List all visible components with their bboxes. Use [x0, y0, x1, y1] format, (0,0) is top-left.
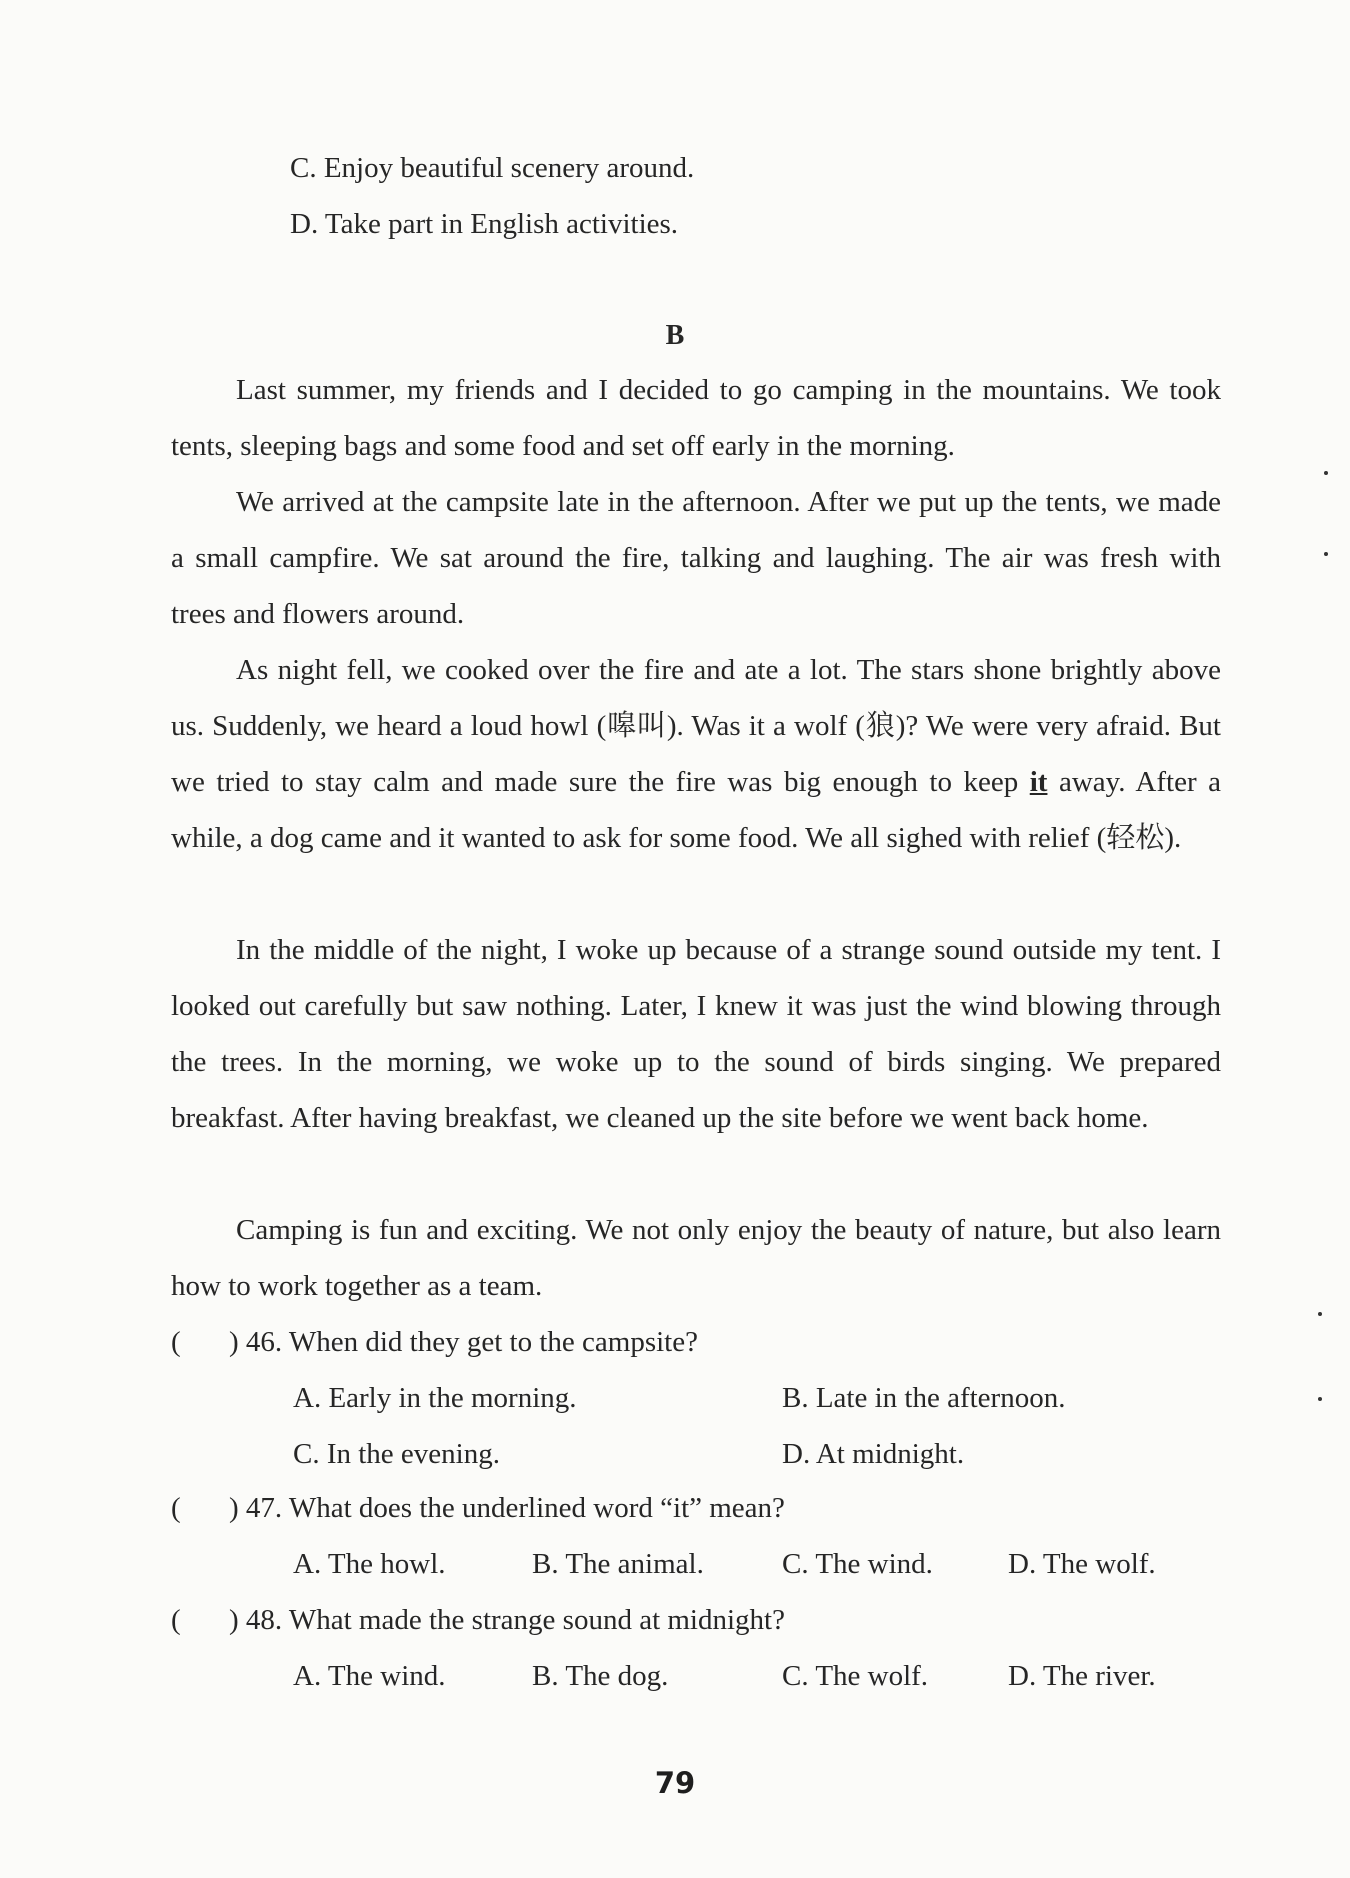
previous-option-d: D. Take part in English activities. [290, 208, 679, 240]
page-number: 79 [654, 1766, 696, 1800]
question-48 [171, 1600, 785, 1640]
q48-option-c: C. The wolf. [782, 1660, 929, 1692]
q46-option-c: C. In the evening. [293, 1438, 500, 1470]
answer-bracket[interactable]: ( [171, 1326, 181, 1358]
q47-option-d: D. The wolf. [1008, 1548, 1156, 1580]
paragraph-3-part-1: As night fell, we cooked over the fire and ate a lot. The stars shone brightly above us. Suddenly, we heard a loud howl (嗥叫). Was it a wolf (狼)? We were very afraid. But we tried to stay calm and made sure the fire was big enough to keep [171, 654, 1221, 798]
scan-speck [1318, 1397, 1322, 1401]
underlined-word-it: it [1029, 766, 1048, 798]
previous-option-c: C. Enjoy beautiful scenery around. [290, 152, 695, 184]
answer-bracket[interactable]: ( [171, 1604, 181, 1636]
q46-option-d: D. At midnight. [782, 1438, 965, 1470]
q47-option-b: B. The animal. [532, 1548, 704, 1580]
q48-option-b: B. The dog. [532, 1660, 669, 1692]
passage-paragraph-3 [171, 642, 1221, 866]
question-47 [171, 1488, 785, 1528]
q46-option-a: A. Early in the morning. [293, 1382, 577, 1414]
passage-paragraph-1: Last summer, my friends and I decided to go camping in the mountains. We took tents, sleeping bags and some food and set off early in the morning. [171, 374, 1221, 462]
q48-option-d: D. The river. [1008, 1660, 1156, 1692]
q46-option-b: B. Late in the afternoon. [782, 1382, 1066, 1414]
question-stem: ) 46. When did they get to the campsite? [229, 1326, 698, 1358]
answer-bracket[interactable]: ( [171, 1492, 181, 1524]
q47-option-a: A. The howl. [293, 1548, 446, 1580]
q48-option-a: A. The wind. [293, 1660, 446, 1692]
question-46 [171, 1322, 698, 1362]
passage-paragraph-5: Camping is fun and exciting. We not only enjoy the beauty of nature, but also learn how to work together as a team. [171, 1214, 1221, 1302]
passage-paragraph-4: In the middle of the night, I woke up because of a strange sound outside my tent. I looked out carefully but saw nothing. Later, I knew it was just the wind blowing through the trees. In the morning, we woke up to the sound of birds singing. We prepared breakfast. After having breakfast, we cleaned up the site before we went back home. [171, 934, 1221, 1134]
scan-speck [1324, 471, 1328, 475]
passage-paragraph-2: We arrived at the campsite late in the afternoon. After we put up the tents, we made a small campfire. We sat around the fire, talking and laughing. The air was fresh with trees and flowers around. [171, 486, 1221, 630]
scan-speck [1324, 552, 1328, 556]
q47-option-c: C. The wind. [782, 1548, 933, 1580]
question-stem: ) 47. What does the underlined word “it” mean? [229, 1492, 785, 1524]
section-title: B [665, 320, 685, 351]
scan-speck [1318, 1312, 1322, 1316]
question-stem: ) 48. What made the strange sound at midnight? [229, 1604, 785, 1636]
paragraph-3-part-2: away. After a while, a dog came and it wanted to ask for some food. We all sighed with relief (轻松). [171, 766, 1221, 854]
